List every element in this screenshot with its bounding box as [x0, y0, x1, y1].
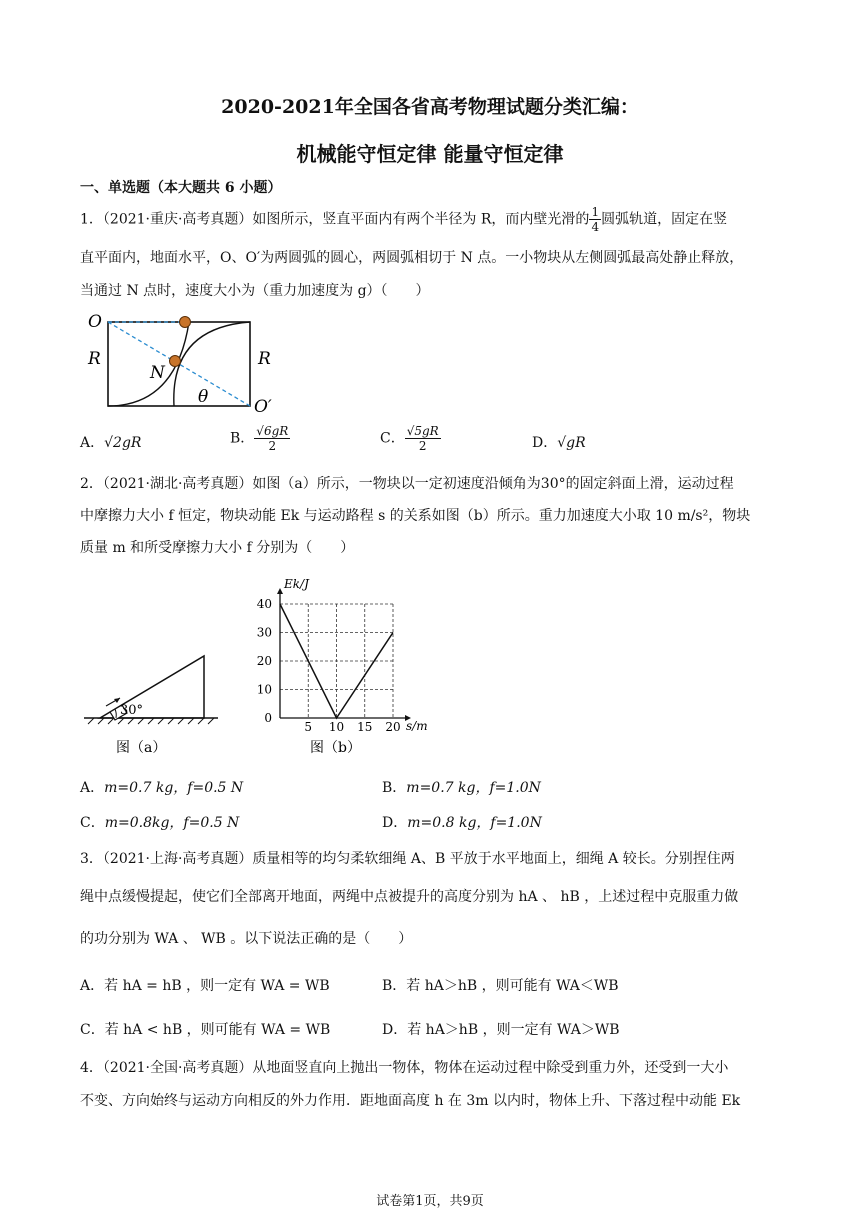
q3-option-c: C．若 hA < hB ，则可能有 WA = WB — [80, 1022, 331, 1038]
chart-x-tick-label: 5 — [304, 720, 313, 734]
chart-y-tick-label: 10 — [256, 682, 272, 697]
q2-option-d: D．m=0.8 kg，f=1.0N — [382, 815, 542, 831]
q1-option-d: D．√gR — [532, 435, 586, 451]
q1-option-a: A．√2gR — [80, 435, 142, 451]
chart-x-axis-label: s/m — [406, 719, 428, 733]
q3-option-b: B．若 hA＞hB ，则可能有 WA＜WB — [382, 978, 619, 994]
q4-line2: 不变、方向始终与运动方向相反的外力作用．距地面高度 h 在 3m 以内时，物体上升、下落过程中动能 Ek — [80, 1093, 741, 1109]
chart-ticks — [257, 597, 401, 734]
q2-line2: 中摩擦力大小 f 恒定，物块动能 Ek 与运动路程 s 的关系如图（b）所示。重力加速度大小取 10 m/s²，物块 — [80, 508, 751, 524]
q1-line2: 直平面内，地面水平，O、O′为两圆弧的圆心，两圆弧相切于 N 点。一小物块从左侧圆弧最高处静止释放， — [80, 250, 744, 266]
chart-grid — [280, 604, 393, 718]
q1-label-r-left: R — [88, 349, 101, 369]
q1-line1: 1．（2021·重庆·高考真题）如图所示，竖直平面内有两个半径为 R，而内壁光滑的 $\frac{1}{4}$ 圆弧轨道，固定在竖 — [80, 205, 728, 234]
q1-option-b: B． $\frac{√6gR}{2}$ — [230, 424, 289, 453]
chart-x-tick-label: 20 — [385, 720, 401, 734]
chart-y-arrow — [277, 588, 283, 594]
q1-right-arc — [174, 322, 250, 406]
page-footer: 试卷第1页，共9页 — [376, 1194, 484, 1209]
q2-line3: 质量 m 和所受摩擦力大小 f 分别为（ ） — [80, 540, 355, 556]
q3-option-a: A．若 hA = hB ，则一定有 WA = WB — [80, 978, 330, 994]
q1-label-r-right: R — [258, 349, 271, 369]
q2-chart-b — [250, 576, 440, 756]
q1-label-o-prime: O′ — [254, 397, 272, 417]
q2-caption-b: 图（b） — [310, 740, 361, 756]
q1-label-theta: θ — [198, 387, 209, 407]
chart-y-tick-label: 30 — [256, 625, 272, 640]
chart-x-tick-label: 10 — [328, 720, 345, 734]
chart-y-tick-label: 40 — [256, 597, 272, 611]
page-title-line1: 2020-2021年全国各省高考物理试题分类汇编： — [221, 96, 639, 118]
q2-option-c: C．m=0.8kg，f=0.5 N — [80, 815, 240, 831]
q4-line1: 4．（2021·全国·高考真题）从地面竖直向上抛出一物体，物体在运动过程中除受到重力外，还受到一大小 — [80, 1060, 729, 1076]
q2-option-a: A．m=0.7 kg，f=0.5 N — [80, 780, 244, 796]
q3-line3: 的功分别为 WA 、 WB 。以下说法正确的是（ ） — [80, 931, 413, 947]
chart-x-tick-label: 15 — [357, 720, 373, 734]
q3-line2: 绳中点缓慢提起，使它们全部离开地面，两绳中点被提升的高度分别为 hA 、 hB ，上述过程中克服重力做 — [80, 889, 739, 905]
chart-axes — [277, 588, 411, 721]
chart-y-axis-label: Ek/J — [284, 577, 309, 591]
q2-angle-label: 30° — [120, 703, 144, 718]
q2-caption-a: 图（a） — [116, 740, 167, 756]
q2-option-b: B．m=0.7 kg，f=1.0N — [382, 780, 541, 796]
chart-y-tick-label: 0 — [264, 711, 272, 725]
q1-fraction: $\frac{1}{4}$ — [591, 205, 600, 234]
q3-line1: 3．（2021·上海·高考真题）质量相等的均匀柔软细绳 A、B 平放于水平地面上，细绳 A 较长。分别捏住两 — [80, 851, 735, 867]
page-title-line2: 机械能守恒定律 能量守恒定律 — [296, 142, 564, 166]
chart-y-tick-label: 20 — [256, 654, 272, 668]
section-heading: 一、单选题（本大题共 6 小题） — [80, 180, 282, 196]
q1-ball-n — [170, 356, 181, 367]
q1-label-o: O — [88, 312, 102, 332]
q3-option-d: D．若 hA＞hB ，则一定有 WA＞WB — [382, 1022, 620, 1038]
q2-figure-a — [80, 650, 220, 760]
q1-option-c: C． $\frac{√5gR}{2}$ — [380, 424, 439, 453]
q1-label-n: N — [150, 363, 165, 383]
q1-line3: 当通过 N 点时，速度大小为（重力加速度为 g）（ ） — [80, 283, 430, 299]
q2-ground-hatch — [88, 718, 214, 724]
q1-figure — [82, 308, 282, 420]
q2-line1: 2．（2021·湖北·高考真题）如图（a）所示，一物块以一定初速度沿倾角为30°的固定斜面上滑，运动过程 — [80, 476, 734, 492]
q1-ball-top — [180, 317, 191, 328]
